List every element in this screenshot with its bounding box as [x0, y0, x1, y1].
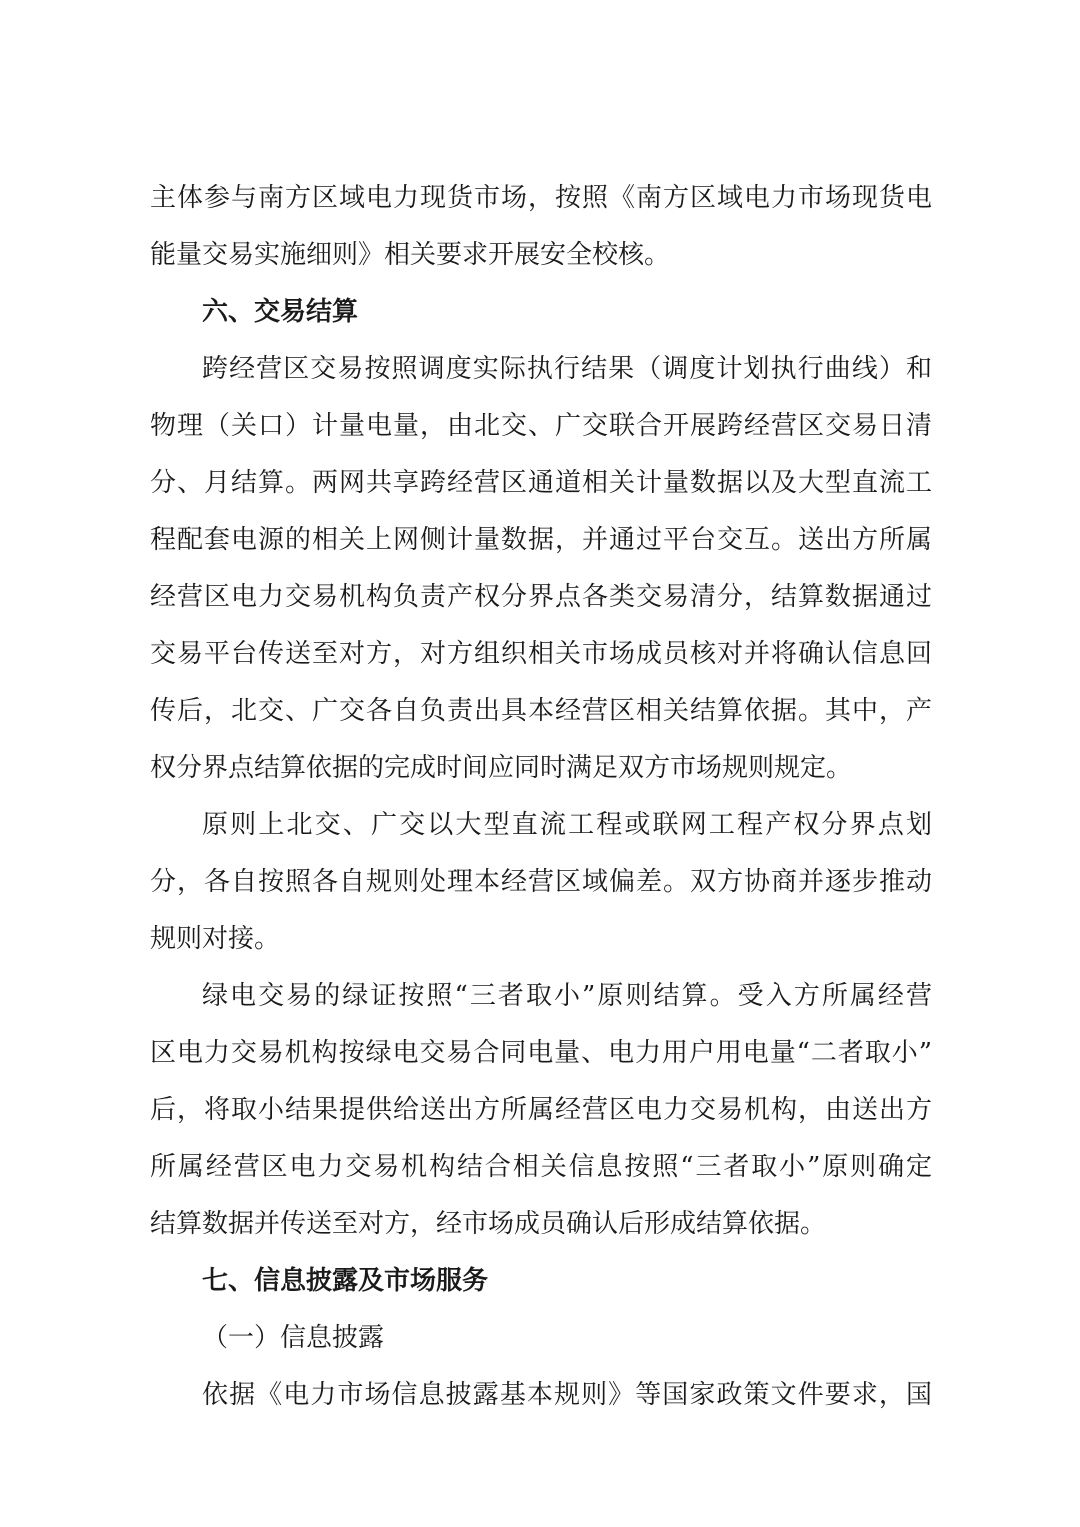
- paragraph-line: 传后，北交、广交各自负责出具本经营区相关结算依据。其中，产: [150, 696, 932, 726]
- document-body: [150, 170, 932, 1424]
- paragraph-line: 跨经营区交易按照调度实际执行结果（调度计划执行曲线）和: [202, 354, 932, 384]
- paragraph-line: 规则对接。: [150, 924, 281, 954]
- section-heading: 七、信息披露及市场服务: [202, 1266, 489, 1296]
- paragraph-line: 结算数据并传送至对方，经市场成员确认后形成结算依据。: [150, 1209, 827, 1239]
- paragraph-line: 能量交易实施细则》相关要求开展安全校核。: [150, 240, 671, 270]
- paragraph-line: 权分界点结算依据的完成时间应同时满足双方市场规则规定。: [150, 753, 853, 783]
- paragraph-line: 依据《电力市场信息披露基本规则》等国家政策文件要求，国: [202, 1380, 932, 1410]
- paragraph-line: 绿电交易的绿证按照“三者取小”原则结算。受入方所属经营: [202, 981, 932, 1011]
- paragraph-line: 物理（关口）计量电量，由北交、广交联合开展跨经营区交易日清: [150, 411, 932, 441]
- paragraph-line: 原则上北交、广交以大型直流工程或联网工程产权分界点划: [202, 810, 932, 840]
- paragraph-line: 所属经营区电力交易机构结合相关信息按照“三者取小”原则确定: [150, 1152, 932, 1182]
- section-heading: 六、交易结算: [202, 297, 359, 327]
- paragraph-line: 分，各自按照各自规则处理本经营区域偏差。双方协商并逐步推动: [150, 867, 932, 897]
- paragraph-line: 经营区电力交易机构负责产权分界点各类交易清分，结算数据通过: [150, 582, 932, 612]
- paragraph-line: 交易平台传送至对方，对方组织相关市场成员核对并将确认信息回: [150, 639, 932, 669]
- subsection-heading: （一）信息披露: [202, 1323, 385, 1353]
- paragraph-line: 主体参与南方区域电力现货市场，按照《南方区域电力市场现货电: [150, 183, 932, 213]
- paragraph-line: 程配套电源的相关上网侧计量数据，并通过平台交互。送出方所属: [150, 525, 932, 555]
- paragraph-line: 分、月结算。两网共享跨经营区通道相关计量数据以及大型直流工: [150, 468, 932, 498]
- paragraph-line: 后，将取小结果提供给送出方所属经营区电力交易机构，由送出方: [150, 1095, 932, 1125]
- paragraph-line: 区电力交易机构按绿电交易合同电量、电力用户用电量“二者取小”: [150, 1038, 932, 1068]
